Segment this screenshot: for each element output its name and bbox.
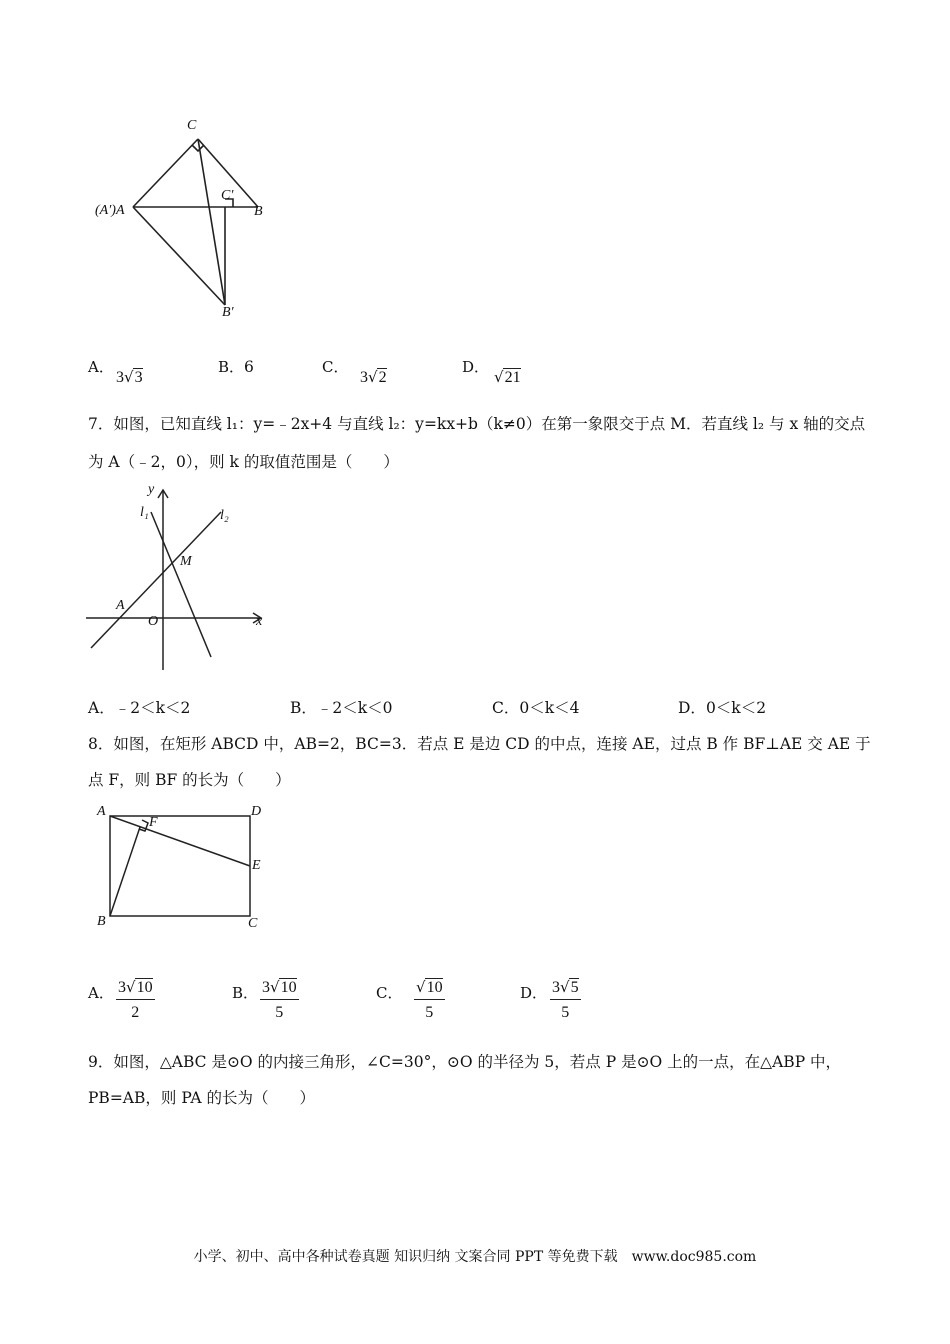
- q8-label-d: D: [251, 804, 262, 819]
- q8-stem-line2: 点 F，则 BF 的长为（ ）: [88, 771, 291, 789]
- q6-label-b-prime: B′: [222, 305, 234, 320]
- q6-option-c[interactable]: C． 3√2: [322, 358, 387, 386]
- q7-label-x: x: [256, 614, 263, 629]
- fraction: $\frac{3√10}{2}$: [118, 978, 153, 1021]
- q7-figure: [86, 482, 276, 672]
- q9-stem-line2: PB=AB，则 PA 的长为（ ）: [88, 1089, 315, 1107]
- q7-label-l1: l₁: [140, 505, 149, 520]
- q8-figure: [95, 800, 270, 935]
- q9-stem-line1: 9．如图，△ABC 是⊙O 的内接三角形，∠C=30°，⊙O 的半径为 5，若点 P 是⊙O 上的一点，在△ABP 中，: [88, 1053, 842, 1071]
- q6-label-c: C: [187, 118, 197, 133]
- option-letter: A．: [88, 358, 114, 376]
- q8-label-f: F: [149, 815, 158, 830]
- q8-segment-bf: [110, 827, 140, 916]
- q6-segment-ac: [133, 139, 198, 207]
- q6-label-b: B: [254, 204, 263, 219]
- q6-option-d[interactable]: D． √21: [462, 358, 521, 386]
- q7-option-b[interactable]: B．﹣2＜k＜0: [290, 699, 393, 717]
- option-letter: C．: [322, 358, 349, 376]
- q7-option-d[interactable]: D．0＜k＜2: [678, 699, 767, 717]
- q7-stem-line1: 7．如图，已知直线 l₁：y=﹣2x+4 与直线 l₂：y=kx+b（k≠0）在第一象限交于点 M．若直线 l₂ 与 x 轴的交点: [88, 415, 866, 433]
- option-letter: D．: [462, 358, 490, 376]
- page-footer: 小学、初中、高中各种试卷真题 知识归纳 文案合同 PPT 等免费下载 www.doc985.com: [193, 1249, 757, 1265]
- q8-label-a: A: [97, 804, 106, 819]
- q6-label-a: (A′)A: [95, 203, 125, 218]
- q7-label-m: M: [180, 554, 192, 569]
- q7-label-o: O: [148, 614, 159, 629]
- q8-segment-ae: [110, 816, 250, 866]
- q6-option-b[interactable]: [218, 356, 298, 390]
- q6-figure: [88, 115, 288, 330]
- q8-option-c[interactable]: C． $\frac{√10}{5}$: [376, 978, 443, 1021]
- q8-option-b[interactable]: B． $\frac{3√10}{5}$: [232, 978, 297, 1021]
- q7-label-l2: l₂: [220, 508, 229, 523]
- q8-label-b: B: [97, 914, 106, 929]
- q6-right-angle-mark-c: [192, 145, 204, 151]
- option-letter: B．: [218, 358, 245, 376]
- q8-label-e: E: [252, 858, 261, 873]
- q8-option-a[interactable]: A． $\frac{3√10}{2}$: [88, 978, 153, 1021]
- fraction: $\frac{√10}{5}$: [416, 978, 443, 1021]
- q6-label-c-prime: C′: [221, 188, 234, 203]
- fraction: $\frac{3√5}{5}$: [552, 978, 579, 1021]
- q7-option-a[interactable]: A．﹣2＜k＜2: [88, 699, 191, 717]
- q8-label-c: C: [248, 916, 258, 931]
- q6-option-a[interactable]: A． 3√3: [88, 358, 143, 386]
- option-value: 6: [244, 358, 254, 376]
- q8-option-d[interactable]: D． $\frac{3√5}{5}$: [520, 978, 579, 1021]
- q8-rectangle-abcd: [110, 816, 250, 916]
- q7-label-y: y: [148, 482, 155, 497]
- q7-option-c[interactable]: C．0＜k＜4: [492, 699, 580, 717]
- fraction: $\frac{3√10}{5}$: [262, 978, 297, 1021]
- q7-line-l1: [151, 512, 211, 657]
- q8-stem-line1: 8．如图，在矩形 ABCD 中，AB=2，BC=3．若点 E 是边 CD 的中点，连接 AE，过点 B 作 BF⊥AE 交 AE 于: [88, 735, 871, 753]
- q7-stem-line2: 为 A（﹣2，0），则 k 的取值范围是（ ）: [88, 453, 399, 471]
- q7-label-a: A: [116, 598, 125, 613]
